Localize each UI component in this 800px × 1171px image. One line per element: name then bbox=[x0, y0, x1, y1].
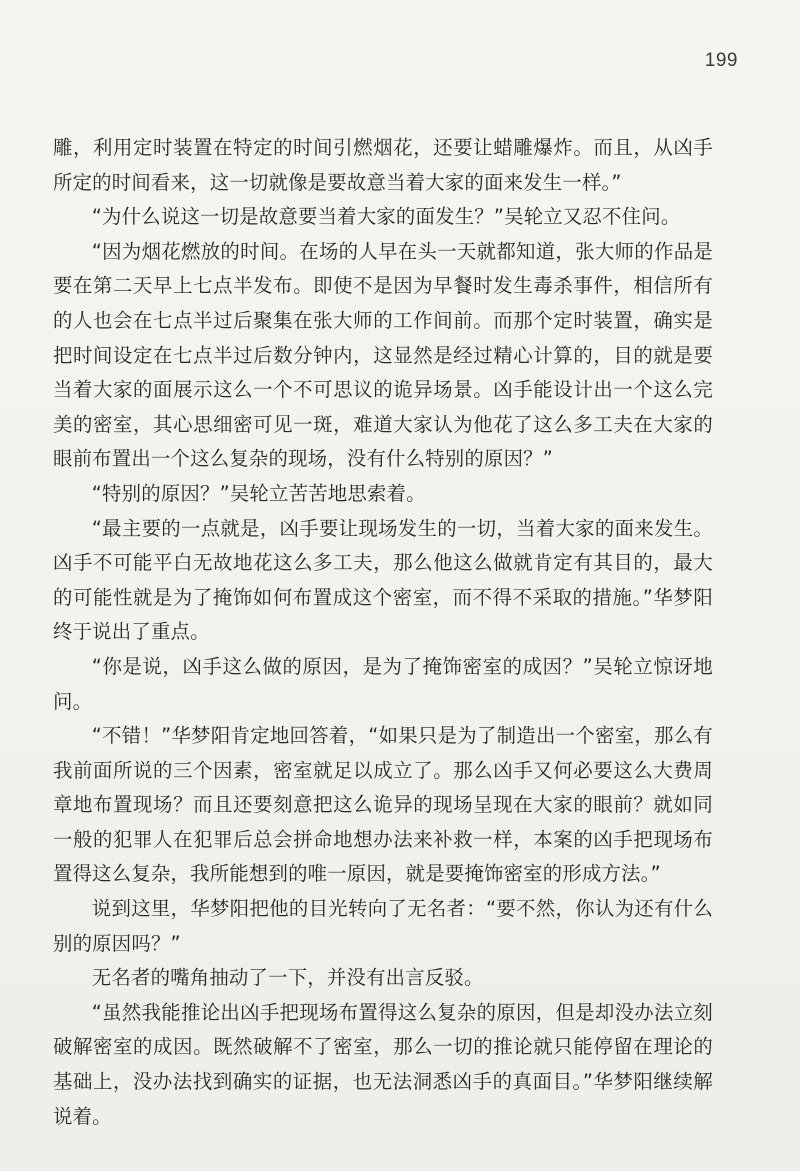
paragraph: 无名者的嘴角抽动了一下，并没有出言反驳。 bbox=[91, 966, 484, 990]
paragraph: “因为烟花燃放的时间。在场的人早在头一天就都知道，张大师的作品是要在第二天早上七点半发布。即使不是因为早餐时发生毒杀事件，相信所有的人也会在七点半过后聚集在张大师的工作间前。而那个定时装置，确实是把时间设定在七点半过后数分钟内，这显然是经过精心计算的，目的就是要当着大家的面展示这么一个不可思议的诡异场景。凶手能设计出一个这么完美的密室，其心思细密可见一斑，难道大家认为他花了这么多工夫在大家的眼前布置出一个这么复杂的现场，没有什么特别的原因？” bbox=[53, 239, 713, 471]
paragraph: “为什么说这一切是故意要当着大家的面发生？”吴轮立又忍不住问。 bbox=[91, 205, 681, 229]
paragraph: “特别的原因？”吴轮立苦苦地思索着。 bbox=[91, 481, 426, 505]
paragraph: 雕，利用定时装置在特定的时间引燃烟花，还要让蜡雕爆炸。而且，从凶手所定的时间看来，这一切就像是要故意当着大家的面来发生一样。” bbox=[53, 136, 713, 194]
paragraph: “最主要的一点就是，凶手要让现场发生的一切，当着大家的面来发生。凶手不可能平白无故地花这么多工夫，那么他这么做就肯定有其目的，最大的可能性就是为了掩饰如何布置成这个密室，而不得不采取的措施。”华梦阳终于说出了重点。 bbox=[53, 516, 713, 644]
page-number: 199 bbox=[704, 50, 738, 71]
body-text bbox=[53, 131, 713, 1134]
paragraph: “不错！”华梦阳肯定地回答着，“如果只是为了制造出一个密室，那么有我前面所说的三个因素，密室就足以成立了。那么凶手又何必要这么大费周章地布置现场？而且还要刻意把这么诡异的现场呈现在大家的眼前？就如同一般的犯罪人在犯罪后总会拼命地想办法来补救一样，本案的凶手把现场布置得这么复杂，我所能想到的唯一原因，就是要掩饰密室的形成方法。” bbox=[53, 724, 713, 886]
paragraph: “虽然我能推论出凶手把现场布置得这么复杂的原因，但是却没办法立刻破解密室的成因。既然破解不了密室，那么一切的推论就只能停留在理论的基础上，没办法找到确实的证据，也无法洞悉凶手的真面目。”华梦阳继续解说着。 bbox=[53, 1000, 713, 1128]
paragraph: 说到这里，华梦阳把他的目光转向了无名者：“要不然，你认为还有什么别的原因吗？” bbox=[53, 897, 713, 955]
paragraph: “你是说，凶手这么做的原因，是为了掩饰密室的成因？”吴轮立惊讶地问。 bbox=[53, 654, 713, 713]
